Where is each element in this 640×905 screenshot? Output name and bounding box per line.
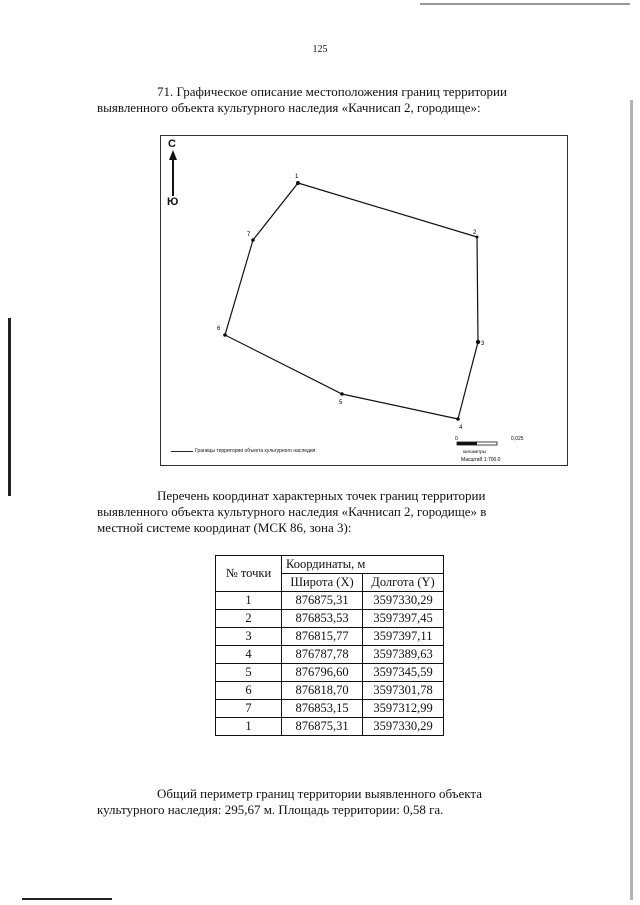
vertex-label-3: 3 bbox=[481, 341, 485, 347]
vertex-7 bbox=[251, 238, 255, 242]
scan-artifact-top bbox=[420, 3, 630, 5]
map-svg bbox=[161, 136, 567, 465]
list-intro-line-3: местной системе координат (МСК 86, зона 3): bbox=[97, 520, 352, 535]
vertex-3 bbox=[476, 340, 480, 344]
heading-line-1: 71. Графическое описание местоположения границ территории bbox=[157, 84, 507, 99]
list-intro bbox=[97, 488, 569, 536]
north-arrow-icon bbox=[169, 150, 177, 160]
scan-artifact-bottom bbox=[22, 898, 112, 900]
vertex-6 bbox=[223, 333, 227, 337]
vertex-label-5: 5 bbox=[339, 400, 343, 406]
table-row bbox=[216, 700, 444, 718]
scan-artifact-left bbox=[8, 318, 11, 496]
table-cell-x: 876815,77 bbox=[282, 628, 363, 646]
table-body bbox=[216, 592, 444, 736]
vertex-1 bbox=[296, 181, 300, 185]
table-cell-y: 3597312,99 bbox=[363, 700, 444, 718]
boundary-map bbox=[160, 135, 568, 466]
table-cell-no: 1 bbox=[216, 718, 282, 736]
table-cell-x: 876853,53 bbox=[282, 610, 363, 628]
table-cell-y: 3597397,45 bbox=[363, 610, 444, 628]
table-row bbox=[216, 592, 444, 610]
map-legend bbox=[171, 448, 315, 454]
header-y: Долгота (Y) bbox=[363, 574, 444, 592]
page-number: 125 bbox=[312, 44, 328, 55]
vertex-label-2: 2 bbox=[473, 230, 477, 236]
table-row bbox=[216, 646, 444, 664]
scale-unit: километры bbox=[463, 449, 486, 454]
table-cell-no: 7 bbox=[216, 700, 282, 718]
list-intro-line-1: Перечень координат характерных точек границ территории bbox=[157, 488, 486, 503]
table-cell-x: 876853,15 bbox=[282, 700, 363, 718]
header-point-no: № точки bbox=[216, 556, 282, 592]
vertex-4 bbox=[456, 417, 460, 421]
table-row bbox=[216, 664, 444, 682]
boundary-vertices bbox=[223, 181, 480, 421]
table-header-row bbox=[216, 556, 444, 574]
table-cell-y: 3597345,59 bbox=[363, 664, 444, 682]
table-cell-no: 6 bbox=[216, 682, 282, 700]
vertex-label-6: 6 bbox=[217, 326, 221, 332]
table-cell-y: 3597301,78 bbox=[363, 682, 444, 700]
table-cell-y: 3597397,11 bbox=[363, 628, 444, 646]
table-cell-x: 876796,60 bbox=[282, 664, 363, 682]
list-intro-line-2: выявленного объекта культурного наследия «Качнисап 2, городище» в bbox=[97, 504, 487, 519]
table-cell-no: 4 bbox=[216, 646, 282, 664]
table-cell-no: 2 bbox=[216, 610, 282, 628]
table-row bbox=[216, 628, 444, 646]
table-cell-x: 876875,31 bbox=[282, 718, 363, 736]
coordinates-table bbox=[215, 555, 444, 736]
scale-ratio: Масштаб 1:700.0 bbox=[461, 457, 501, 463]
vertex-label-4: 4 bbox=[459, 425, 463, 431]
table-row bbox=[216, 610, 444, 628]
summary-line-1: Общий периметр границ территории выявленного объекта bbox=[157, 786, 483, 801]
north-label: С bbox=[168, 138, 176, 150]
section-heading bbox=[97, 84, 569, 116]
table-cell-x: 876875,31 bbox=[282, 592, 363, 610]
table-cell-no: 3 bbox=[216, 628, 282, 646]
scale-bar-fill bbox=[457, 442, 477, 445]
table-cell-no: 5 bbox=[216, 664, 282, 682]
vertex-label-1: 1 bbox=[295, 174, 299, 180]
header-coordinates: Координаты, м bbox=[282, 556, 444, 574]
south-label: Ю bbox=[167, 196, 179, 208]
boundary-polygon bbox=[225, 183, 478, 419]
legend-text: Границы территории объекта культурного наследия bbox=[195, 448, 316, 454]
table-cell-y: 3597330,29 bbox=[363, 718, 444, 736]
table-cell-y: 3597389,63 bbox=[363, 646, 444, 664]
summary-line-2: культурного наследия: 295,67 м. Площадь территории: 0,58 га. bbox=[97, 802, 444, 817]
table-row bbox=[216, 682, 444, 700]
legend-line-icon bbox=[171, 451, 193, 452]
vertex-label-7: 7 bbox=[247, 232, 251, 238]
table-cell-no: 1 bbox=[216, 592, 282, 610]
scale-start: 0 bbox=[455, 436, 458, 442]
table-row bbox=[216, 718, 444, 736]
table-cell-x: 876787,78 bbox=[282, 646, 363, 664]
table-cell-x: 876818,70 bbox=[282, 682, 363, 700]
heading-line-2: выявленного объекта культурного наследия «Качнисап 2, городище»: bbox=[97, 100, 481, 115]
summary bbox=[97, 786, 569, 818]
scale-end: 0,025 bbox=[511, 436, 524, 442]
scan-artifact-right bbox=[630, 100, 633, 900]
table-cell-y: 3597330,29 bbox=[363, 592, 444, 610]
header-x: Широта (X) bbox=[282, 574, 363, 592]
vertex-5 bbox=[340, 392, 344, 396]
